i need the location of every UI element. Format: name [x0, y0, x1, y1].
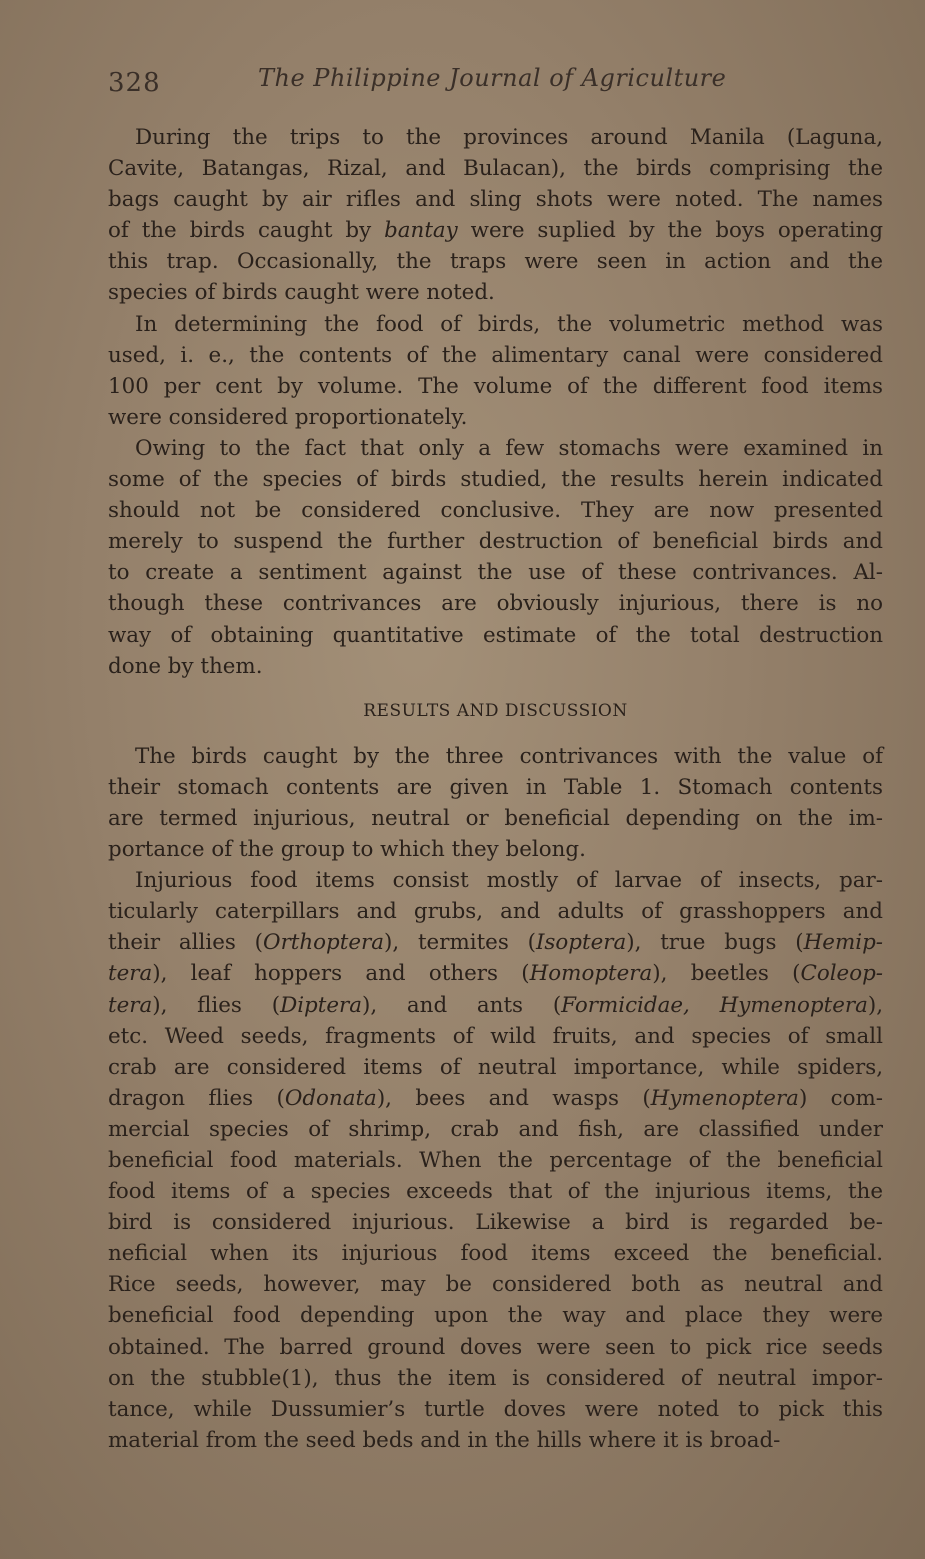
- text-line: used, i. e., the contents of the alimentary canal were considered: [108, 342, 883, 368]
- intro-paragraph-2: [108, 309, 883, 433]
- text-line: material from the seed beds and in the hills where it is broad-: [108, 1427, 781, 1453]
- text-line: Owing to the fact that only a few stomachs were examined in: [135, 435, 883, 461]
- text-line: their allies (Orthoptera), termites (Isoptera), true bugs (Hemip-: [108, 930, 883, 956]
- page-header: [108, 62, 888, 102]
- text-line: on the stubble(1), thus the item is considered of neutral impor-: [108, 1365, 883, 1391]
- text-line: tera), flies (Diptera), and ants (Formicidae, Hymenoptera),: [108, 992, 884, 1018]
- text-line: The birds caught by the three contrivances with the value of: [135, 743, 883, 769]
- text-line: Cavite, Batangas, Rizal, and Bulacan), the birds comprising the: [108, 156, 883, 182]
- text-line: Injurious food items consist mostly of larvae of insects, par-: [135, 868, 883, 894]
- text-line: bags caught by air rifles and sling shots were noted. The names: [108, 187, 883, 213]
- text-line: of the birds caught by bantay were suplied by the boys operating: [108, 218, 884, 244]
- text-line: 100 per cent by volume. The volume of the different food items: [108, 373, 883, 399]
- text-line: food items of a species exceeds that of the injurious items, the: [108, 1179, 883, 1205]
- text-line: In determining the food of birds, the volumetric method was: [135, 311, 883, 337]
- page-number: 328: [108, 68, 161, 98]
- text-line: During the trips to the provinces around Manila (Laguna,: [135, 125, 883, 150]
- section-heading: RESULTS AND DISCUSSION: [363, 700, 628, 721]
- body-text: [108, 122, 883, 1456]
- text-line: crab are considered items of neutral importance, while spiders,: [108, 1054, 883, 1080]
- text-line: obtained. The barred ground doves were seen to pick rice seeds: [108, 1334, 883, 1360]
- text-line: were considered proportionately.: [108, 404, 468, 430]
- results-paragraph-2: [108, 865, 883, 1456]
- text-line: though these contrivances are obviously injurious, there is no: [108, 591, 883, 617]
- text-line: species of birds caught were noted.: [108, 280, 495, 306]
- text-line: to create a sentiment against the use of these contrivances. Al-: [108, 560, 883, 586]
- text-line: some of the species of birds studied, the results herein indicated: [108, 467, 883, 493]
- text-line: this trap. Occasionally, the traps were seen in action and the: [108, 249, 883, 275]
- text-line: should not be considered conclusive. They are now presented: [108, 498, 883, 524]
- text-line: Rice seeds, however, may be considered both as neutral and: [108, 1272, 883, 1298]
- intro-paragraph-3: [108, 433, 883, 682]
- text-line: portance of the group to which they belong.: [108, 837, 586, 863]
- text-line: dragon flies (Odonata), bees and wasps (Hymenoptera) com-: [108, 1085, 884, 1111]
- text-line: neficial when its injurious food items exceed the beneficial.: [108, 1241, 883, 1267]
- text-line: bird is considered injurious. Likewise a bird is regarded be-: [108, 1210, 883, 1236]
- text-line: tera), leaf hoppers and others (Homoptera), beetles (Coleop-: [108, 961, 883, 987]
- text-line: etc. Weed seeds, fragments of wild fruits, and species of small: [108, 1023, 883, 1049]
- text-line: tance, while Dussumier’s turtle doves were noted to pick this: [108, 1396, 883, 1422]
- paragraphs-after-heading: [108, 741, 883, 1456]
- text-line: done by them.: [108, 653, 263, 679]
- paragraphs-before-heading: [108, 122, 883, 682]
- running-title: The Philippine Journal of Agriculture: [258, 64, 727, 92]
- intro-paragraph-1: [108, 122, 883, 309]
- text-line: their stomach contents are given in Table 1. Stomach contents: [108, 774, 883, 800]
- text-line: way of obtaining quantitative estimate of the total destruction: [108, 622, 883, 648]
- text-line: mercial species of shrimp, crab and fish, are classified under: [108, 1116, 883, 1142]
- text-line: beneficial food depending upon the way and place they were: [108, 1303, 883, 1329]
- text-line: beneficial food materials. When the percentage of the beneficial: [108, 1148, 883, 1173]
- results-paragraph-1: [108, 741, 883, 865]
- text-line: merely to suspend the further destruction of beneficial birds and: [108, 529, 883, 555]
- text-line: are termed injurious, neutral or beneficial depending on the im-: [108, 805, 883, 831]
- text-line: ticularly caterpillars and grubs, and adults of grasshoppers and: [108, 899, 883, 925]
